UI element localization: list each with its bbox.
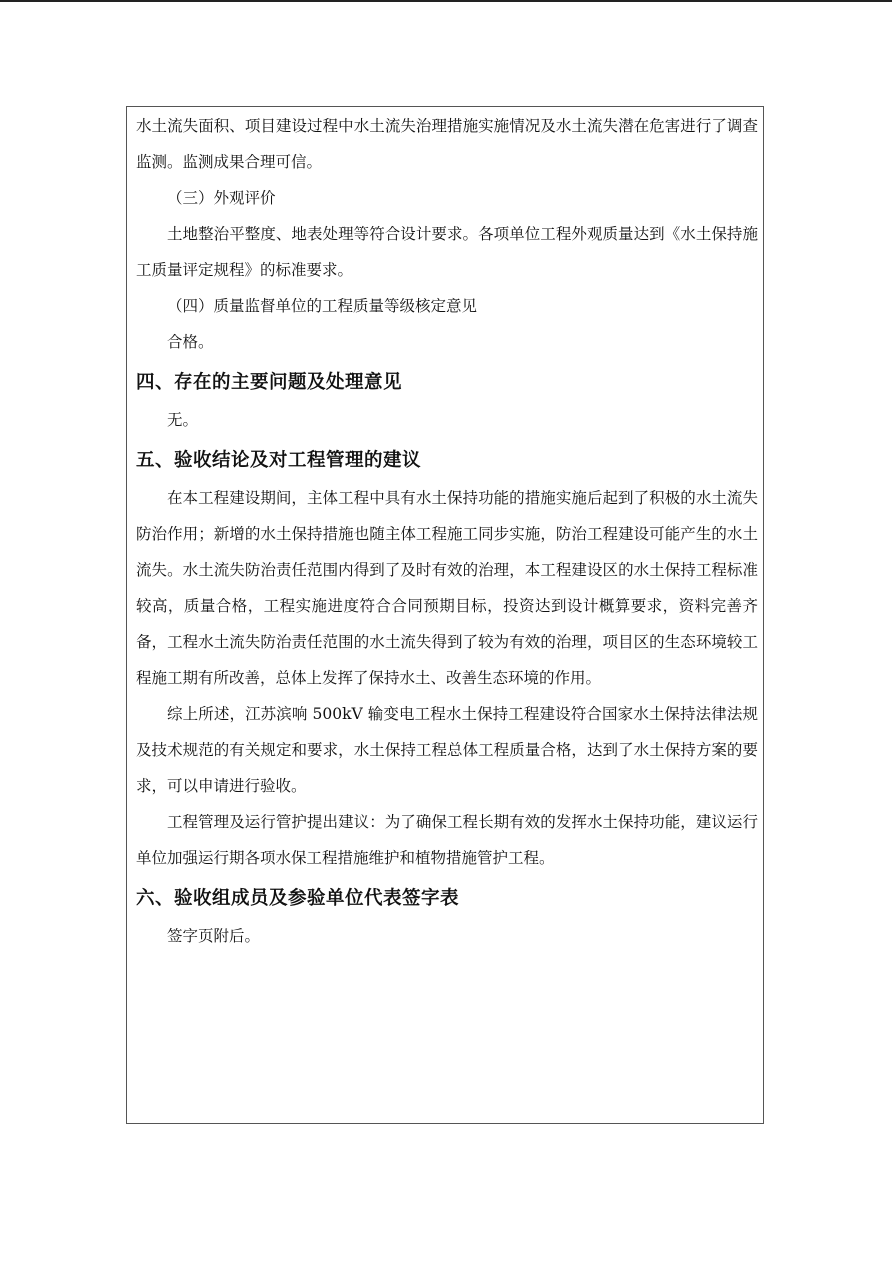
paragraph-appearance-evaluation: 土地整治平整度、地表处理等符合设计要求。各项单位工程外观质量达到《水土保持施工质量评定规程》的标准要求。 bbox=[136, 225, 758, 279]
paragraph-conclusion-1: 在本工程建设期间，主体工程中具有水土保持功能的措施实施后起到了积极的水土流失防治作用；新增的水土保持措施也随主体工程施工同步实施，防治工程建设可能产生的水土流失。水土流失防治责任范围内得到了及时有效的治理，本工程建设区的水土保持工程标准较高，质量合格，工程实施进度符合合同预期目标，投资达到设计概算要求，资料完善齐备，工程水土流失防治责任范围的水土流失得到了较为有效的治理，项目区的生态环境较工程施工期有所改善，总体上发挥了保持水土、改善生态环境的作用。 bbox=[136, 489, 758, 687]
subheading-appearance-evaluation: （三）外观评价 bbox=[167, 189, 276, 207]
subheading-quality-supervision: （四）质量监督单位的工程质量等级核定意见 bbox=[167, 297, 478, 315]
paragraph-conclusion-2: 综上所述，江苏滨响 500kV 输变电工程水土保持工程建设符合国家水土保持法律法规及技术规范的有关规定和要求，水土保持工程总体工程质量合格，达到了水土保持方案的要求，可以申请进行验收。 bbox=[136, 705, 758, 795]
section-heading-5: 五、验收结论及对工程管理的建议 bbox=[136, 450, 422, 471]
paragraph-quality-result: 合格。 bbox=[167, 333, 214, 351]
paragraph-recommendation: 工程管理及运行管护提出建议：为了确保工程长期有效的发挥水土保持功能，建议运行单位加强运行期各项水保工程措施维护和植物措施管护工程。 bbox=[136, 813, 758, 867]
paragraph-no-issues: 无。 bbox=[167, 411, 199, 429]
document-body bbox=[136, 108, 758, 954]
paragraph-monitoring-summary: 水土流失面积、项目建设过程中水土流失治理措施实施情况及水土流失潜在危害进行了调查监测。监测成果合理可信。 bbox=[136, 117, 758, 171]
section-heading-6: 六、验收组成员及参验单位代表签字表 bbox=[136, 888, 460, 909]
page-top-border bbox=[0, 0, 892, 2]
section-heading-4: 四、存在的主要问题及处理意见 bbox=[136, 372, 403, 393]
paragraph-signature-note: 签字页附后。 bbox=[167, 927, 261, 945]
